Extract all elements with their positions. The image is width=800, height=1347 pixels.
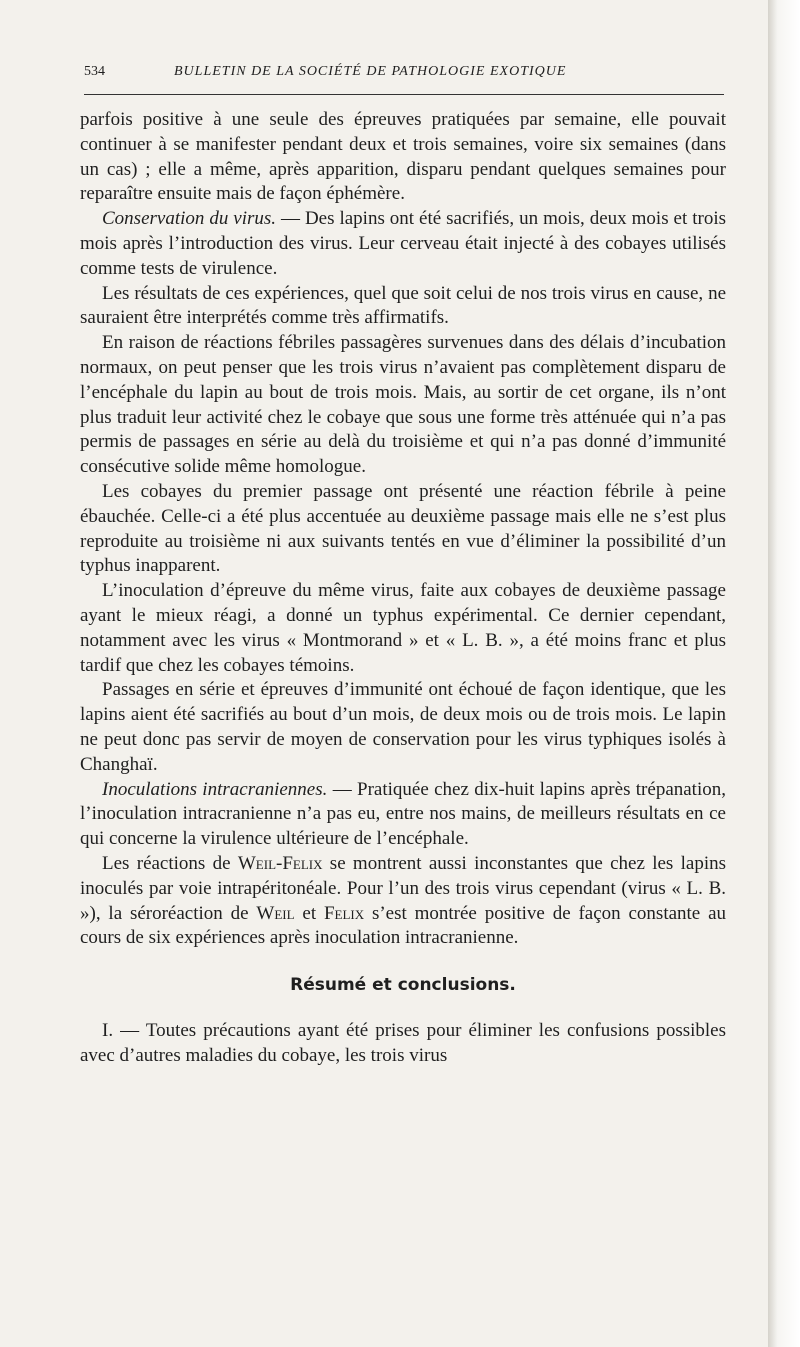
paragraph-7: Passages en série et épreuves d’immunité ont échoué de façon identique, que les lapins aient été sacrifiés au bout d’un mois, de deux mois ou de trois mois. Le lapin ne peut donc pas servir de moyen de conservation pour les virus typhiques isolés à Changhaï. <box>80 679 726 775</box>
page-edge <box>768 0 800 1347</box>
weil-felix-name: Weil-Felix <box>237 852 323 874</box>
paragraph-1: parfois positive à une seule des épreuves pratiquées par semaine, elle pouvait continuer à se manifester pendant deux et trois semaines, voire six semaines (dans un cas) ; elle a même, après apparition, disparu pendant quelques semaines pour reparaître ensuite mais de façon éphémère. <box>80 109 726 205</box>
felix-name: Felix <box>323 902 365 924</box>
weil-felix-text-b: se montrent aussi inconstantes que chez les lapins inoculés par voie intrapéritonéale. Pour l’un des trois virus cependant (virus « L. B. »), la séroréaction de <box>80 852 726 924</box>
paragraph-weil-felix <box>80 852 726 951</box>
paragraph-6: L’inoculation d’épreuve du même virus, faite aux cobayes de deuxième passage ayant le mieux réagi, a donné un typhus expérimental. Ce dernier cependant, notamment avec les virus « Montmorand » et « L. B. », a été moins franc et plus tardif que chez les cobayes témoins. <box>80 580 726 676</box>
paragraph-conservation <box>80 207 726 281</box>
header-rule <box>84 94 724 95</box>
running-header <box>84 64 724 88</box>
paragraph-4: En raison de réactions fébriles passagères survenues dans des délais d’incubation normaux, on peut penser que les trois virus n’avaient pas complètement disparu de l’encéphale du lapin au bout de trois mois. Mais, au sortir de cet organe, ils n’ont plus traduit leur activité chez le cobaye que sous une forme très atténuée qui n’a pas permis de passages en série au delà du troisième et qui n’a pas donné d’immunité consécutive solide même homologue. <box>80 332 726 478</box>
weil-felix-text-a: Les réactions de <box>102 852 238 874</box>
conservation-label: Conservation du virus. <box>102 208 277 230</box>
weil-name: Weil <box>256 902 295 924</box>
inoculations-label: Inoculations intracraniennes. <box>102 778 328 800</box>
section-title: Résumé et conclusions. <box>290 975 516 996</box>
weil-felix-text-d: s’est montrée positive de façon constante au cours de six expériences après inoculation intracranienne. <box>80 902 727 949</box>
page-number: 534 <box>84 64 105 79</box>
weil-felix-text-c: et <box>294 902 324 924</box>
paragraph-inoculations <box>80 778 726 852</box>
conservation-text: — Des lapins ont été sacrifiés, un mois, deux mois et trois mois après l’introduction des virus. Leur cerveau était injecté à des cobayes utilisés comme tests de virulence. <box>80 208 726 279</box>
journal-title: BULLETIN DE LA SOCIÉTÉ DE PATHOLOGIE EXOTIQUE <box>174 64 567 79</box>
inoculations-text: — Pratiquée chez dix-huit lapins après trépanation, l’inoculation intracranienne n’a pas eu, entre nos mains, de meilleurs résultats en ce qui concerne la virulence ultérieure de l’encéphale. <box>80 778 726 850</box>
paragraph-conclusion-1: I. — Toutes précautions ayant été prises pour éliminer les confusions possibles avec d’autres maladies du cobaye, les trois virus <box>80 1020 726 1066</box>
paragraph-3: Les résultats de ces expériences, quel que soit celui de nos trois virus en cause, ne sauraient être interprétés comme très affirmatifs. <box>80 282 726 329</box>
article-body <box>80 108 726 1069</box>
paragraph-5: Les cobayes du premier passage ont présenté une réaction fébrile à peine ébauchée. Celle-ci a été plus accentuée au deuxième passage mais elle ne s’est plus reproduite au troisième ni aux suivants tentés en vue d’éliminer la possibilité d’un typhus inapparent. <box>80 480 726 577</box>
